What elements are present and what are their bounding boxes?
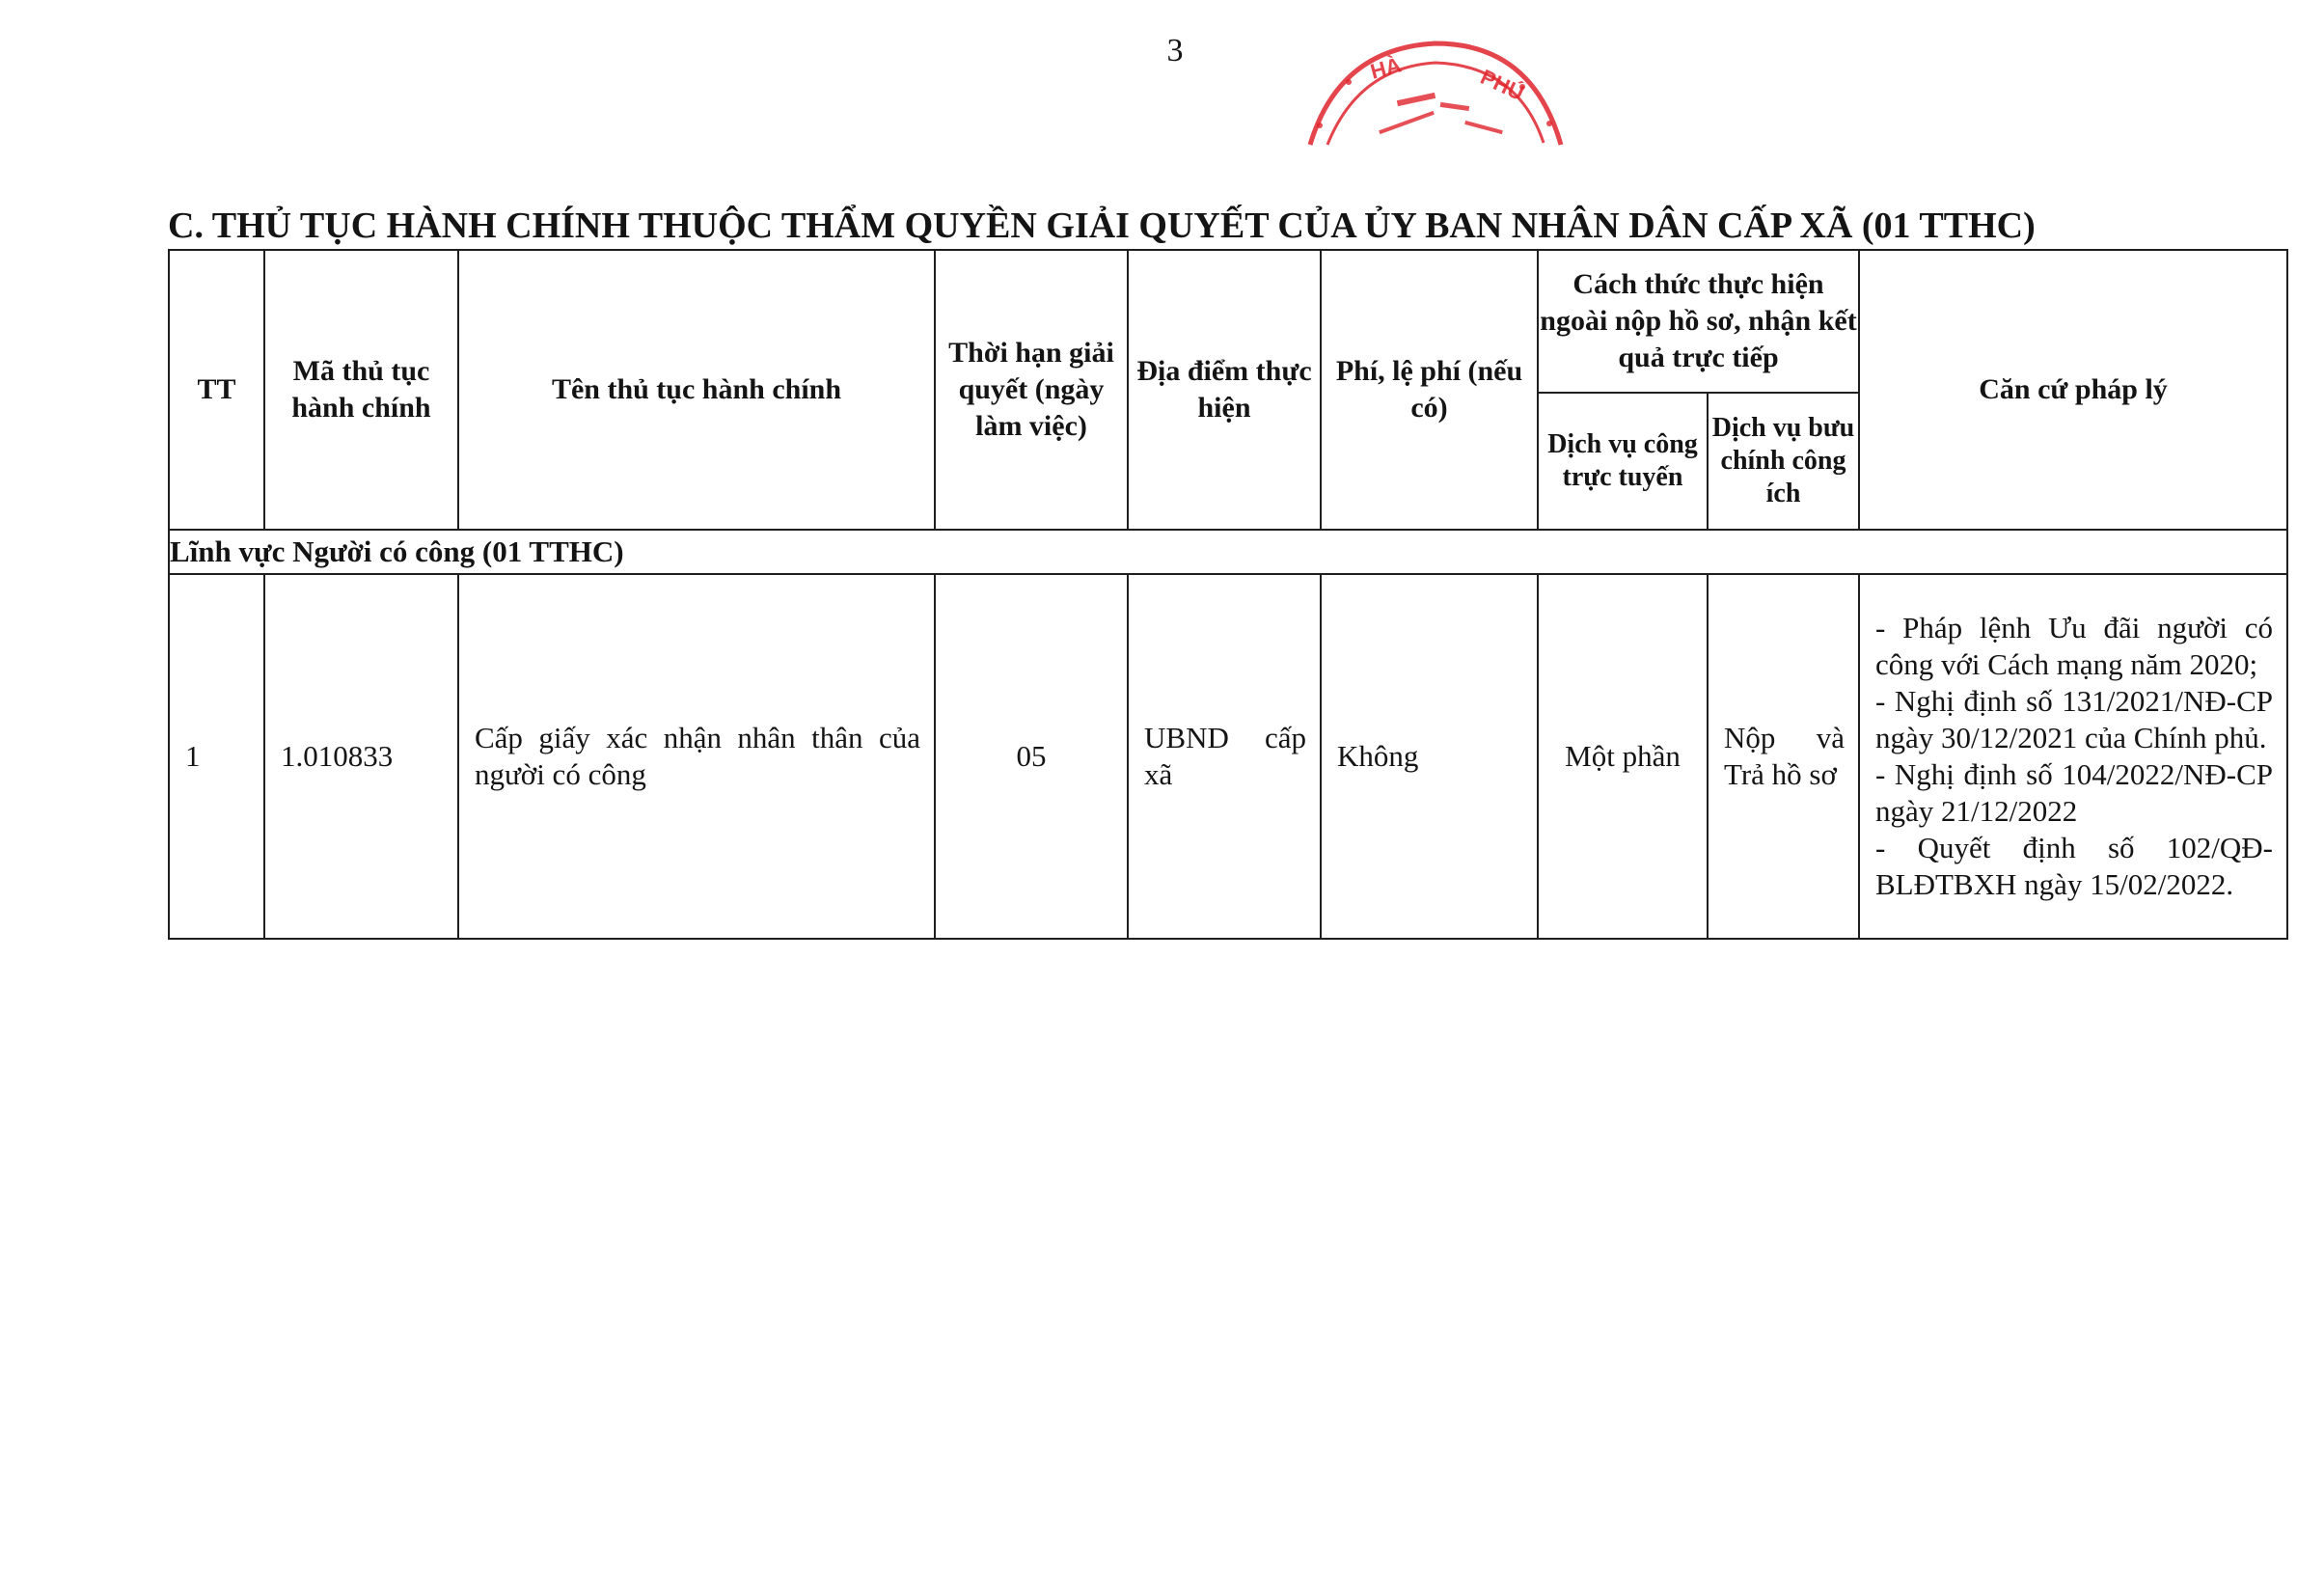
section-heading: C. THỦ TỤC HÀNH CHÍNH THUỘC THẨM QUYỀN GIẢI QUYẾT CỦA ỦY BAN NHÂN DÂN CẤP XÃ (01 TTHC) — [168, 205, 2036, 246]
legal-item: - Quyết định số 102/QĐ-BLĐTBXH ngày 15/02/2022. — [1875, 831, 2273, 901]
header-row — [169, 250, 2287, 393]
header-online: Dịch vụ công trực tuyến — [1538, 393, 1708, 530]
header-method: Cách thức thực hiện ngoài nộp hồ sơ, nhận kết quả trực tiếp — [1538, 250, 1859, 393]
cell-code: 1.010833 — [264, 574, 458, 939]
legal-item: - Nghị định số 131/2021/NĐ-CP ngày 30/12/2021 của Chính phủ. — [1875, 684, 2273, 754]
page-number: 3 — [1166, 33, 1184, 68]
procedure-table — [168, 249, 2288, 940]
header-tt: TT — [169, 250, 264, 530]
group-row — [169, 530, 2287, 574]
cell-time: 05 — [935, 574, 1128, 939]
cell-online: Một phần — [1538, 574, 1708, 939]
cell-place: UBND cấp xã — [1128, 574, 1321, 939]
svg-text:PHÚ: PHÚ — [1476, 64, 1528, 106]
group-title: Lĩnh vực Người có công (01 TTHC) — [169, 530, 2287, 574]
cell-fee: Không — [1321, 574, 1538, 939]
table-row — [169, 574, 2287, 939]
header-place: Địa điểm thực hiện — [1128, 250, 1321, 530]
header-postal: Dịch vụ bưu chính công ích — [1708, 393, 1859, 530]
svg-text:HÀ: HÀ — [1367, 52, 1404, 84]
legal-item: - Pháp lệnh Ưu đãi người có công với Cách mạng năm 2020; — [1875, 611, 2273, 681]
header-legal: Căn cứ pháp lý — [1859, 250, 2287, 530]
cell-legal — [1859, 574, 2287, 939]
cell-tt: 1 — [169, 574, 264, 939]
header-name: Tên thủ tục hành chính — [458, 250, 935, 530]
header-time: Thời hạn giải quyết (ngày làm việc) — [935, 250, 1128, 530]
legal-item: - Nghị định số 104/2022/NĐ-CP ngày 21/12/2022 — [1875, 757, 2273, 828]
cell-name: Cấp giấy xác nhận nhân thân của người có công — [458, 574, 935, 939]
seal-stamp — [1281, 29, 1580, 183]
cell-postal: Nộp và Trả hồ sơ — [1708, 574, 1859, 939]
header-code: Mã thủ tục hành chính — [264, 250, 458, 530]
header-fee: Phí, lệ phí (nếu có) — [1321, 250, 1538, 530]
